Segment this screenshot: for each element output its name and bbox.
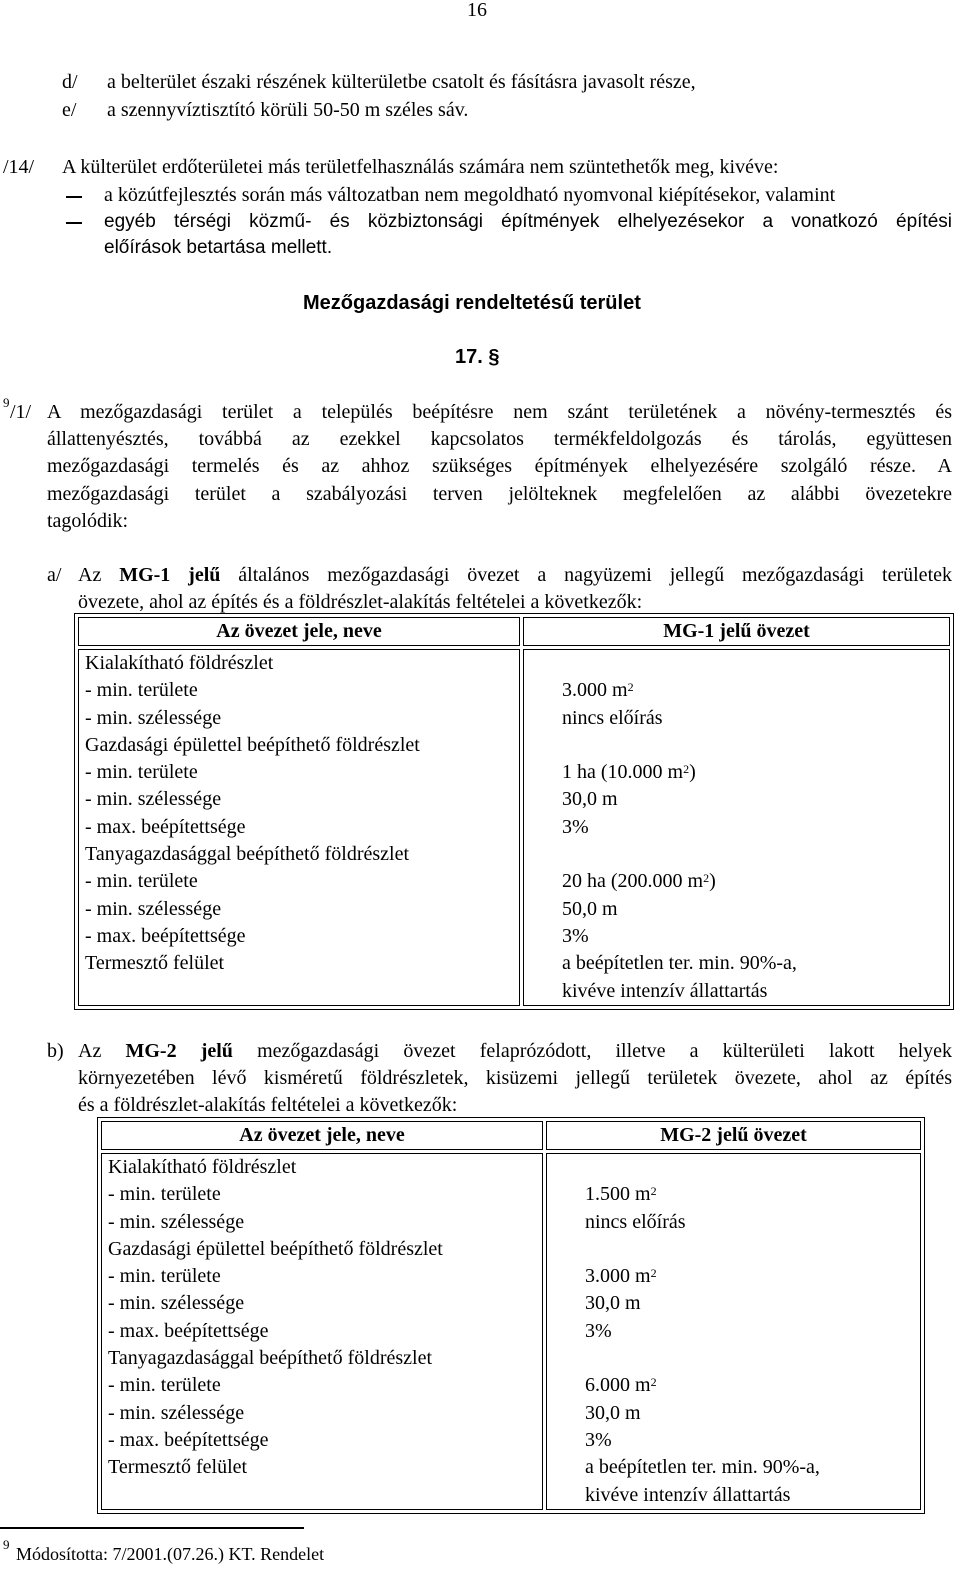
value-text: 6.000 m (585, 1374, 651, 1397)
param-line: Gazdasági épülettel beépíthető földrészlet (85, 733, 420, 756)
param-line: - min. szélessége (108, 1292, 245, 1315)
value-line: 3% (585, 1428, 612, 1451)
paragraph-1-marker: /1/ (10, 401, 32, 423)
paren-close: ) (709, 870, 716, 893)
param-line: - max. beépítettsége (108, 1319, 269, 1342)
superscript: 2 (683, 762, 690, 777)
param-line: - max. beépítettsége (85, 815, 246, 838)
param-line: - min. területe (108, 1183, 221, 1206)
dash-bullet-2 (66, 222, 82, 224)
item-b-post: mezőgazdasági övezet felaprózódott, illetve a külterületi lakott helyek (232, 1040, 952, 1062)
value-line (585, 1263, 914, 1290)
value-text: 20 ha (200.000 m (562, 870, 704, 893)
table-header-row (101, 1121, 921, 1150)
table-header-row (78, 617, 950, 646)
section-title: Mezőgazdasági rendeltetésű terület (303, 292, 641, 314)
paragraph-14-item-2-line-2: előírások betartása mellett. (104, 237, 333, 258)
value-text: 3.000 m (562, 679, 628, 702)
paragraph-1-line-3: mezőgazdasági termelés és az ahhoz szükséges építmények elhelyezésére szolgáló része. A (47, 455, 952, 477)
param-line: Termesztő felület (108, 1456, 248, 1479)
zone-table-mg1 (74, 613, 954, 1010)
param-line: Gazdasági épülettel beépíthető földrészlet (108, 1237, 443, 1260)
param-line: - min. szélessége (108, 1401, 245, 1424)
item-a-post: általános mezőgazdasági övezet a nagyüzemi jellegű mezőgazdasági területek (220, 564, 952, 586)
footnote-separator (0, 1527, 304, 1529)
paren-close: ) (689, 761, 696, 784)
value-line (562, 868, 943, 895)
item-b-pre: Az (78, 1040, 126, 1062)
value-line: nincs előírás (585, 1210, 686, 1233)
paragraph-marker-14: /14/ (3, 156, 35, 178)
paragraph-1-line-1: A mezőgazdasági terület a település beépítésre nem szánt területének a növény-termesztés és (47, 401, 952, 423)
value-line: 3% (585, 1319, 612, 1342)
footnote-text: Módosította: 7/2001.(07.26.) KT. Rendelet (16, 1544, 325, 1564)
footnote-ref: 9 (3, 395, 10, 410)
value-line: 30,0 m (562, 788, 618, 811)
paragraph-1-line-2: állattenyésztés, továbbá az ezekkel kapcsolatos termékfeldolgozás és tárolás, együttesen (47, 428, 952, 450)
param-line: - min. területe (108, 1265, 221, 1288)
table-cell-values (546, 1153, 921, 1510)
value-line (585, 1345, 914, 1372)
list-item-e: a szennyvíztisztító körüli 50-50 m széles sáv. (107, 99, 469, 121)
value-line: nincs előírás (562, 706, 663, 729)
table-header-left: Az övezet jele, neve (78, 617, 520, 646)
paragraph-14-item-1: a közútfejlesztés során más változatban nem megoldható nyomvonal kiépítésekor, valamint (104, 184, 836, 206)
section-number: 17. § (455, 346, 500, 368)
value-line: 30,0 m (585, 1401, 641, 1424)
param-line: - max. beépítettsége (85, 924, 246, 947)
table-cell-values (523, 649, 950, 1006)
value-line: 50,0 m (562, 897, 618, 920)
item-a-marker: a/ (47, 564, 62, 586)
param-line: - min. szélessége (85, 897, 222, 920)
zone-table-mg2 (97, 1117, 925, 1514)
value-line (562, 759, 943, 786)
paragraph-14-item-2-line-1: egyéb térségi közmű- és közbiztonsági építmények elhelyezésekor a vonatkozó építési (104, 211, 952, 232)
item-b-line-1 (78, 1041, 952, 1061)
param-line: - min. területe (85, 679, 198, 702)
param-line: Kialakítható földrészlet (108, 1156, 297, 1178)
table-row (78, 649, 950, 1006)
item-b-code: MG-2 jelű (125, 1040, 233, 1062)
value-line (562, 677, 943, 704)
table-cell-params (78, 649, 520, 1006)
superscript: 2 (650, 1266, 657, 1281)
param-line: - min. szélessége (108, 1210, 245, 1233)
value-line (585, 1181, 914, 1208)
value-line: 3% (562, 924, 589, 947)
footnote-number: 9 (3, 1537, 10, 1552)
table-header-right: MG-2 jelű övezet (546, 1121, 921, 1150)
value-line: 3% (562, 815, 589, 838)
page-number: 16 (467, 0, 487, 21)
param-line: - min. területe (108, 1374, 221, 1397)
value-line (585, 1372, 914, 1399)
param-line: Termesztő felület (85, 952, 225, 975)
value-line (562, 732, 943, 759)
paragraph-14-intro: A külterület erdőterületei más területfelhasználás számára nem szüntethetők meg, kivéve: (62, 156, 779, 178)
value-line (562, 650, 943, 677)
item-b-line-2: környezetében lévő kisméretű földrészletek, kisüzemi jellegű területek övezete, ahol az építés (78, 1067, 952, 1089)
value-text: 1 ha (10.000 m (562, 761, 684, 784)
table-cell-params (101, 1153, 543, 1510)
param-line: Tanyagazdasággal beépíthető földrészlet (108, 1347, 433, 1370)
list-item-d: a belterület északi részének külterületbe csatolt és fásításra javasolt része, (107, 71, 696, 93)
paragraph-1-line-4: mezőgazdasági terület a szabályozási terven jelölteknek megfelelően az alábbi övezetekre (47, 483, 952, 505)
item-a-line-1 (78, 565, 952, 585)
param-line: - min. szélessége (85, 788, 222, 811)
item-b-line-3: és a földrészlet-alakítás feltételei a következők: (78, 1094, 458, 1116)
value-text: 3.000 m (585, 1265, 651, 1288)
superscript: 2 (703, 871, 710, 886)
param-line: - min. szélessége (85, 706, 222, 729)
param-line: - max. beépítettsége (108, 1428, 269, 1451)
param-line: Tanyagazdasággal beépíthető földrészlet (85, 843, 410, 866)
value-line (585, 1154, 914, 1181)
item-a-line-2: övezete, ahol az építés és a földrészlet-alakítás feltételei a következők: (78, 591, 643, 613)
param-line: Kialakítható földrészlet (85, 652, 274, 674)
item-b-marker: b) (47, 1040, 64, 1062)
superscript: 2 (650, 1184, 657, 1199)
param-line: - min. területe (85, 761, 198, 784)
table-row (101, 1153, 921, 1510)
list-marker-e: e/ (62, 99, 77, 121)
superscript: 2 (650, 1375, 657, 1390)
value-line: kivéve intenzív állattartás (562, 979, 768, 1002)
value-line: 30,0 m (585, 1292, 641, 1315)
table-header-left: Az övezet jele, neve (101, 1121, 543, 1150)
paragraph-1-line-5: tagolódik: (47, 510, 129, 532)
value-text: 1.500 m (585, 1183, 651, 1206)
list-marker-d: d/ (62, 71, 78, 93)
value-line: a beépítetlen ter. min. 90%-a, (585, 1456, 820, 1479)
superscript: 2 (627, 680, 634, 695)
table-header-right: MG-1 jelű övezet (523, 617, 950, 646)
value-line: a beépítetlen ter. min. 90%-a, (562, 952, 797, 975)
item-a-code: MG-1 jelű (119, 564, 221, 586)
value-line (585, 1236, 914, 1263)
param-line: - min. területe (85, 870, 198, 893)
dash-bullet-1 (66, 196, 82, 198)
value-line: kivéve intenzív állattartás (585, 1483, 791, 1506)
item-a-pre: Az (78, 564, 120, 586)
value-line (562, 841, 943, 868)
